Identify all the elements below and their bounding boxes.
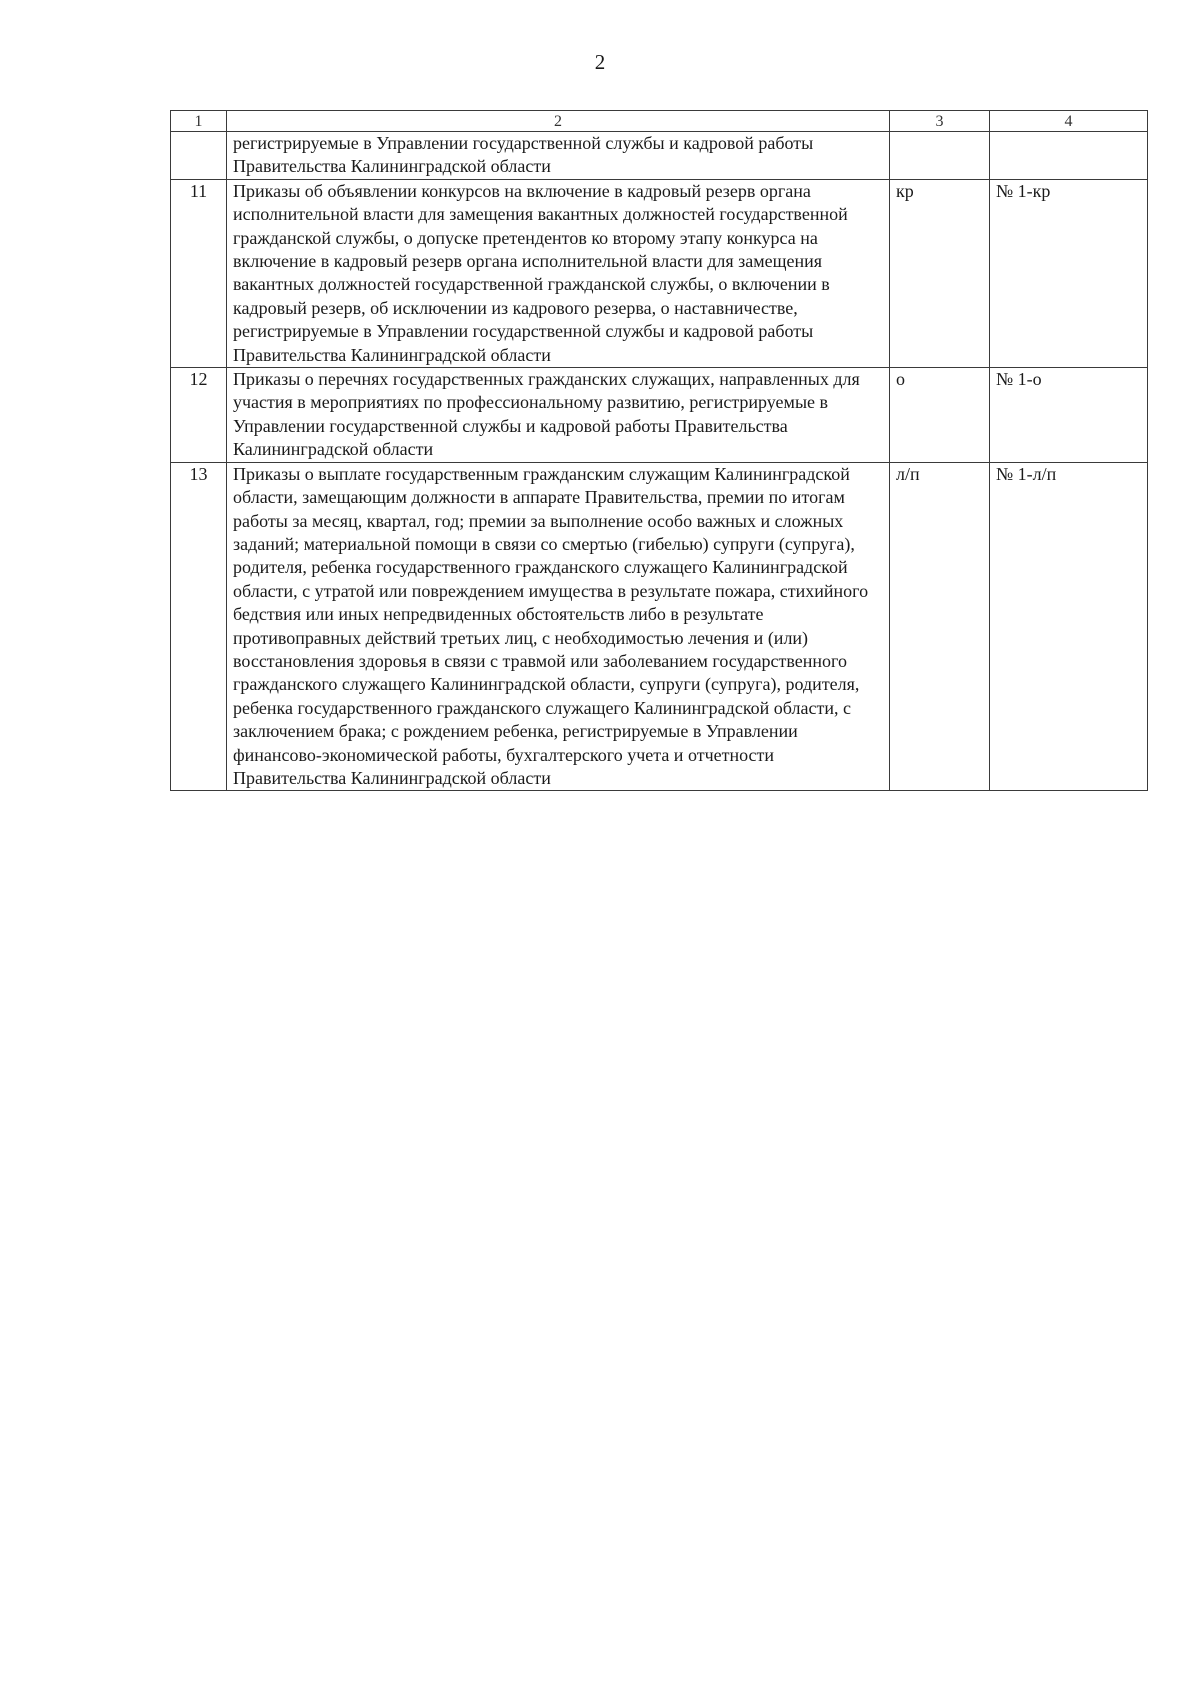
row-description: Приказы об объявлении конкурсов на включение в кадровый резерв органа исполнительной власти для замещения вакантных должностей государственной гражданской службы, о допуске претендентов ко второму этапу конкурса на включение в кадровый резерв органа исполнительной власти для замещения вакантных должностей государственной гражданской службы, о включении в кадровый резерв, об исключении из кадрового резерва, о наставничестве, регистрируемые в Управлении государственной службы и кадровой работы Правительства Калининградской области	[227, 179, 890, 367]
row-number-format: № 1-л/п	[990, 462, 1148, 791]
table-header	[171, 111, 1148, 132]
document-registry-table	[170, 110, 1148, 791]
row-number	[171, 132, 227, 180]
header-row	[171, 111, 1148, 132]
row-index: кр	[890, 179, 990, 367]
table-row	[171, 368, 1148, 463]
row-number-format: № 1-о	[990, 368, 1148, 463]
row-number: 13	[171, 462, 227, 791]
row-description: Приказы о выплате государственным гражданским служащим Калининградской области, замещающим должности в аппарате Правительства, премии по итогам работы за месяц, квартал, год; премии за выполнение особо важных и сложных заданий; материальной помощи в связи со смертью (гибелью) супруги (супруга), родителя, ребенка государственного гражданского служащего Калининградской области, с утратой или повреждением имущества в результате пожара, стихийного бедствия или иных непредвиденных обстоятельств либо в результате противоправных действий третьих лиц, с необходимостью лечения и (или) восстановления здоровья в связи с травмой или заболеванием государственного гражданского служащего Калининградской области, супруги (супруга), родителя, ребенка государственного гражданского служащего Калининградской области, с заключением брака; с рождением ребенка, регистрируемые в Управлении финансово-экономической работы, бухгалтерского учета и отчетности Правительства Калининградской области	[227, 462, 890, 791]
row-index: о	[890, 368, 990, 463]
row-description: Приказы о перечнях государственных гражданских служащих, направленных для участия в мероприятиях по профессиональному развитию, регистрируемые в Управлении государственной службы и кадровой работы Правительства Калининградской области	[227, 368, 890, 463]
row-index: л/п	[890, 462, 990, 791]
header-col-4: 4	[990, 111, 1148, 132]
table-row	[171, 132, 1148, 180]
page-number: 2	[594, 50, 606, 74]
header-col-2: 2	[227, 111, 890, 132]
header-col-3: 3	[890, 111, 990, 132]
row-number: 12	[171, 368, 227, 463]
row-description: регистрируемые в Управлении государственной службы и кадровой работы Правительства Калининградской области	[227, 132, 890, 180]
header-col-1: 1	[171, 111, 227, 132]
table-row	[171, 462, 1148, 791]
row-number-format: № 1-кр	[990, 179, 1148, 367]
table-row	[171, 179, 1148, 367]
row-number: 11	[171, 179, 227, 367]
table-body	[171, 132, 1148, 791]
row-index	[890, 132, 990, 180]
row-number-format	[990, 132, 1148, 180]
